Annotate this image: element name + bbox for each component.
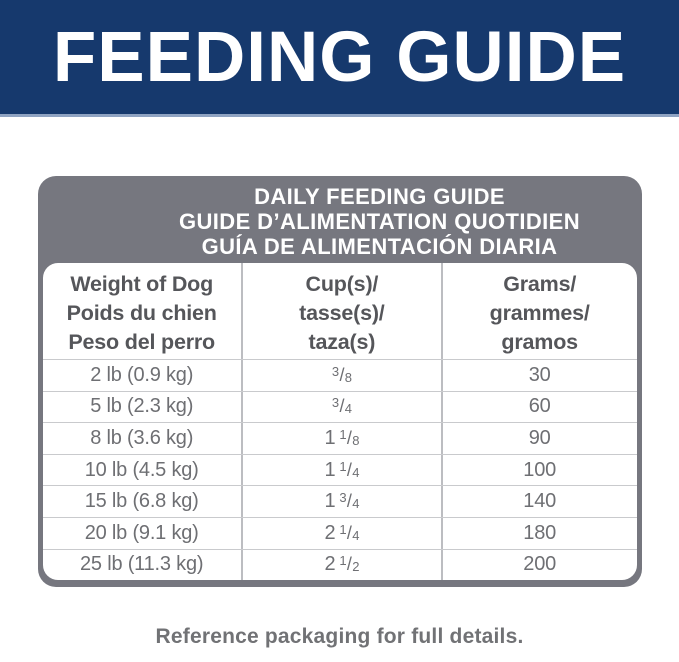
weight-cell: 15 lb (6.8 kg) (84, 490, 199, 513)
cups-value (332, 364, 352, 387)
cups-value (332, 395, 352, 418)
feeding-table-body (43, 359, 637, 580)
table-row (43, 454, 637, 486)
column-header-weight-en: Weight of Dog (70, 272, 214, 296)
fraction-slash: / (346, 427, 352, 448)
column-header-grams (443, 263, 637, 359)
cups-value (324, 522, 359, 545)
table-row (43, 517, 637, 549)
table-row (43, 549, 637, 581)
panel-title (43, 176, 637, 263)
weight-cell: 25 lb (11.3 kg) (80, 553, 204, 576)
fraction-slash: / (346, 491, 352, 512)
banner-title: FEEDING GUIDE (52, 17, 627, 97)
table-row (43, 485, 637, 517)
fraction-slash: / (339, 396, 345, 417)
column-header-grams-fr: grammes/ (489, 301, 590, 325)
fraction-slash: / (346, 459, 352, 480)
table-row (43, 359, 637, 391)
cups-fraction-denominator: 4 (352, 527, 360, 543)
fraction-slash: / (346, 522, 352, 543)
cups-fraction-numerator: 1 (339, 521, 347, 537)
weight-cell: 2 lb (0.9 kg) (90, 363, 194, 386)
cups-whole-number: 2 (324, 521, 336, 544)
weight-cell: 10 lb (4.5 kg) (84, 458, 199, 481)
grams-cell: 90 (528, 426, 551, 449)
cups-cell (241, 550, 443, 581)
weight-cell: 5 lb (2.3 kg) (90, 395, 194, 418)
cups-fraction-denominator: 4 (352, 464, 360, 480)
cups-fraction-numerator: 3 (331, 363, 339, 379)
feeding-guide-banner (0, 0, 679, 117)
grams-cell: 60 (528, 395, 551, 418)
feeding-table (43, 263, 637, 580)
daily-feeding-guide-panel (38, 176, 642, 587)
cups-cell (241, 486, 443, 517)
column-header-cups-es: taza(s) (308, 330, 376, 354)
cups-whole-number: 1 (324, 426, 336, 449)
table-row (43, 391, 637, 423)
fraction-slash: / (339, 364, 345, 385)
grams-cell: 30 (528, 363, 551, 386)
cups-value (324, 553, 359, 576)
cups-fraction-denominator: 8 (344, 369, 352, 385)
cups-value (324, 427, 359, 450)
cups-cell (241, 423, 443, 454)
column-header-cups-en: Cup(s)/ (305, 272, 379, 296)
grams-cell: 140 (523, 490, 557, 513)
footer-note: Reference packaging for full details. (155, 625, 524, 649)
column-header-cups-fr: tasse(s)/ (299, 301, 385, 325)
cups-fraction-denominator: 8 (352, 432, 360, 448)
cups-fraction-numerator: 3 (331, 395, 339, 411)
grams-cell: 100 (523, 458, 557, 481)
cups-fraction-denominator: 4 (352, 496, 360, 512)
cups-value (324, 459, 359, 482)
grams-cell: 200 (523, 553, 557, 576)
cups-cell (241, 360, 443, 391)
cups-fraction-denominator: 2 (352, 559, 360, 575)
column-header-cups (241, 263, 443, 359)
panel-title-line-en: DAILY FEEDING GUIDE (254, 184, 505, 209)
grams-cell: 180 (523, 521, 557, 544)
column-header-weight-fr: Poids du chien (66, 301, 217, 325)
cups-fraction-numerator: 1 (339, 458, 347, 474)
cups-fraction-denominator: 4 (344, 401, 352, 417)
column-header-grams-en: Grams/ (503, 272, 577, 296)
table-row (43, 422, 637, 454)
column-header-weight-es: Peso del perro (68, 330, 215, 354)
column-header-weight (43, 263, 241, 359)
cups-whole-number: 2 (324, 553, 336, 576)
cups-cell (241, 455, 443, 486)
panel-title-line-es: GUÍA DE ALIMENTACIÓN DIARIA (201, 234, 558, 259)
cups-fraction-numerator: 1 (339, 426, 347, 442)
cups-cell (241, 518, 443, 549)
cups-fraction-numerator: 3 (339, 490, 347, 506)
cups-fraction-numerator: 1 (339, 553, 347, 569)
weight-cell: 8 lb (3.6 kg) (90, 426, 194, 449)
cups-whole-number: 1 (324, 458, 336, 481)
panel-title-line-fr: GUIDE D’ALIMENTATION QUOTIDIEN (178, 209, 581, 234)
cups-cell (241, 392, 443, 423)
weight-cell: 20 lb (9.1 kg) (84, 521, 199, 544)
cups-value (324, 490, 359, 513)
cups-whole-number: 1 (324, 490, 336, 513)
column-header-grams-es: gramos (501, 330, 578, 354)
fraction-slash: / (346, 554, 352, 575)
feeding-table-header-row (43, 263, 637, 359)
